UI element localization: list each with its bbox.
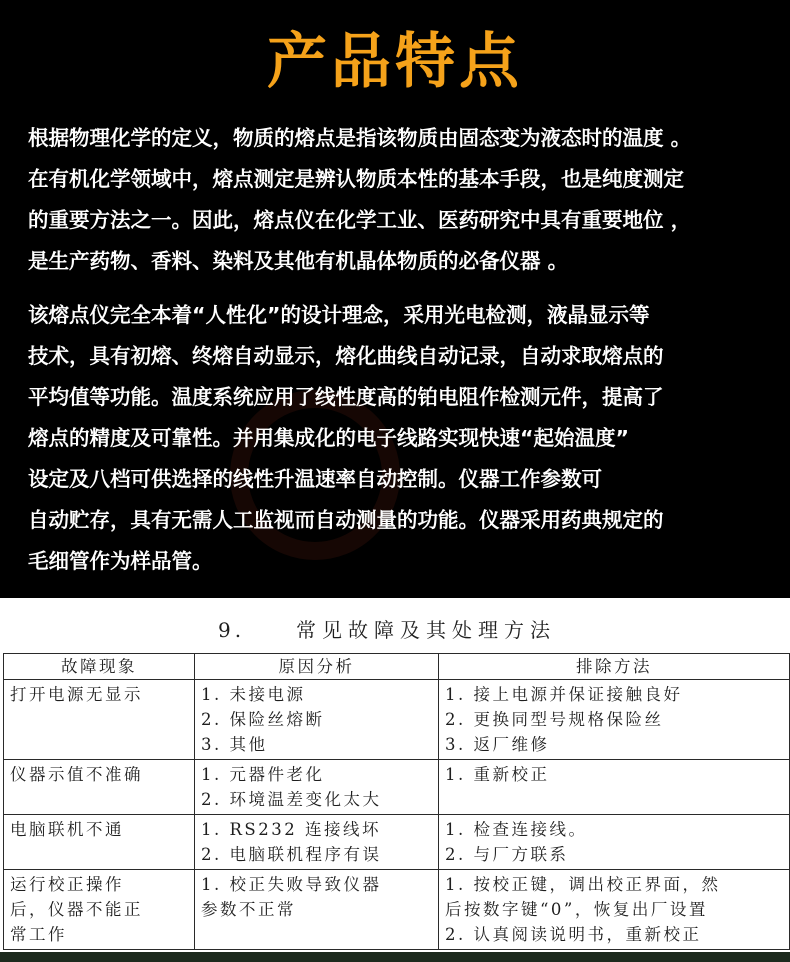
intro-paragraph-2 [28, 295, 773, 582]
cell-line: 2. 更换同型号规格保险丝 [445, 710, 664, 729]
symptom-cell [4, 870, 195, 950]
text-line: 的重要方法之一。因此，熔点仪在化学工业、医药研究中具有重要地位 ， [28, 208, 692, 232]
column-header: 原因分析 [195, 654, 439, 680]
troubleshooting-table [3, 653, 790, 950]
cell-line: 1. 按校正键，调出校正界面，然 [445, 875, 721, 894]
column-header: 故障现象 [4, 654, 195, 680]
symptom-cell [4, 760, 195, 815]
text-line: 熔点的精度及可靠性。并用集成化的电子线路实现快速“起始温度” [28, 426, 629, 450]
cell-line: 仪器示值不准确 [10, 765, 143, 784]
cell-line: 后按数字键“0”，恢复出厂设置 [445, 900, 708, 919]
cell-line: 1. 检查连接线。 [445, 820, 588, 839]
cell-line: 1. 校正失败导致仪器 [201, 875, 382, 894]
cause-cell [195, 680, 439, 760]
symptom-cell [4, 680, 195, 760]
table-row [4, 760, 790, 815]
cell-line: 1. RS232 连接线坏 [201, 820, 381, 839]
text-line: 是生产药物、香料、染料及其他有机晶体物质的必备仪器 。 [28, 249, 569, 273]
footer-bar [0, 952, 790, 962]
cause-cell [195, 760, 439, 815]
intro-paragraph-1 [28, 118, 773, 282]
text-line: 毛细管作为样品管。 [28, 549, 213, 573]
fix-cell [439, 870, 790, 950]
symptom-cell [4, 815, 195, 870]
cell-line: 3. 其他 [201, 735, 268, 754]
cell-line: 后，仪器不能正 [10, 900, 143, 919]
text-line: 根据物理化学的定义，物质的熔点是指该物质由固态变为液态时的温度 。 [28, 126, 692, 150]
cause-cell [195, 815, 439, 870]
text-line: 技术，具有初熔、终熔自动显示，熔化曲线自动记录，自动求取熔点的 [28, 344, 664, 368]
fix-cell [439, 680, 790, 760]
cell-line: 2. 电脑联机程序有误 [201, 845, 382, 864]
cell-line: 1. 重新校正 [445, 765, 550, 784]
cell-line: 1. 元器件老化 [201, 765, 325, 784]
section-title: 常见故障及其处理方法 [296, 618, 556, 642]
table-row [4, 680, 790, 760]
cell-line: 参数不正常 [201, 900, 296, 919]
text-line: 该熔点仪完全本着“人性化”的设计理念，采用光电检测，液晶显示等 [28, 303, 650, 327]
page-title: 产品特点 [267, 27, 523, 97]
table-row [4, 815, 790, 870]
cell-line: 2. 认真阅读说明书，重新校正 [445, 925, 702, 944]
text-line: 在有机化学领域中，熔点测定是辨认物质本性的基本手段，也是纯度测定 [28, 167, 684, 191]
troubleshooting-section [0, 598, 790, 962]
cell-line: 2. 与厂方联系 [445, 845, 569, 864]
cell-line: 电脑联机不通 [10, 820, 124, 839]
fix-cell [439, 815, 790, 870]
cell-line: 1. 未接电源 [201, 685, 306, 704]
text-line: 平均值等功能。温度系统应用了线性度高的铂电阻作检测元件，提高了 [28, 385, 664, 409]
cell-line: 打开电源无显示 [10, 685, 143, 704]
text-line: 自动贮存，具有无需人工监视而自动测量的功能。仪器采用药典规定的 [28, 508, 664, 532]
column-header: 排除方法 [439, 654, 790, 680]
cell-line: 运行校正操作 [10, 875, 124, 894]
table-header-row [4, 654, 790, 680]
text-line: 设定及八档可供选择的线性升温速率自动控制。仪器工作参数可 [28, 467, 602, 491]
section-number: 9. [218, 618, 246, 642]
cell-line: 1. 接上电源并保证接触良好 [445, 685, 683, 704]
table-row [4, 870, 790, 950]
cell-line: 3. 返厂维修 [445, 735, 550, 754]
intro-text [28, 118, 773, 582]
cell-line: 2. 保险丝熔断 [201, 710, 325, 729]
cell-line: 2. 环境温差变化太大 [201, 790, 382, 809]
cell-line: 常工作 [10, 925, 67, 944]
cause-cell [195, 870, 439, 950]
fix-cell [439, 760, 790, 815]
